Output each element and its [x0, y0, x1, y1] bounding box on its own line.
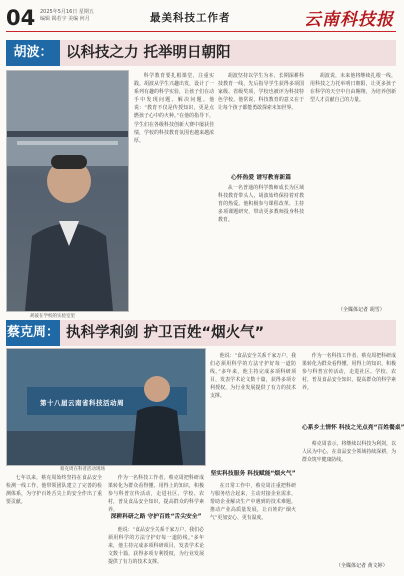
story2-subhead-1: 深耕科研之路 守护百姓“舌尖安全”: [110, 514, 202, 520]
page-number: 04: [6, 6, 36, 30]
story2-subhead-3: 心系乡土情怀 科技之光点亮“百姓餐桌”: [302, 425, 404, 431]
date-line: 2025年5月16日 星期五: [40, 9, 94, 15]
event-illustration: [7, 349, 205, 465]
story2-subhead-2: 坚实科技服务 科技赋能“烟火气”: [210, 471, 296, 477]
story1-photo: [6, 70, 129, 312]
story2-column-4: 作为一名科技工作者，蔡克周把科研成果转化为群众看得懂、用得上的知识，积极参与科普宣传活动，走进社区、学校、农村，普及食品安全知识，提高群众的科学素养。: [302, 353, 396, 392]
story1-author: （全媒体记者 胡雪）: [338, 307, 385, 313]
story2-title: 执科学利剑 护卫百姓“烟火气”: [66, 325, 265, 341]
section-title: 最美科技工作者: [150, 12, 231, 24]
story2-photo: [6, 348, 206, 466]
story1-headline: [6, 40, 396, 66]
story2-headline: [6, 320, 396, 346]
event-sign-text: 第十八届云南省科技活动周: [40, 399, 124, 407]
story2-column-3: 他说：“食品安全关系千家万户，我们必须用科学的方法守护好每一道防线。”多年来，他主持完成多项科研项目，发表学术论文数十篇，获得多项专利授权，为行业发展提供了有力的技术支撑。: [210, 353, 296, 400]
story2-author: （全媒体记者 黄文婷）: [336, 563, 388, 569]
story2-photo-caption: 蔡克周在科普活动现场: [60, 467, 105, 472]
story2-column-2b: 他说：“食品安全关系千家万户，我们必须用科学的方法守护好每一道防线。”多年来，他主持完成多项科研项目，发表学术论文数十篇，获得多项专利授权，为行业发展提供了有力的技术支撑。: [108, 527, 204, 566]
story1-subhead-2: 心怀热爱 谱写教育新篇: [231, 175, 291, 181]
header-rule: [6, 31, 396, 32]
story1-column-3b: 从一名普通的科学教师成长为区域科技教育带头人，胡波始终保持着对教育的热爱。他积极参与课程改革，主持多项课题研究，带动更多教师投身科技教育。: [218, 185, 304, 224]
story1-name-tag: 胡波：: [6, 40, 60, 66]
story1-column-4: 胡波说，未来他将继续扎根一线，用科技之力托举明日朝阳，让更多孩子在科学的天空中自由翱翔，为培养创新型人才贡献自己的力量。: [310, 73, 396, 104]
story1-photo-caption: 胡波在学校的实验室里: [30, 314, 75, 319]
issue-meta: [40, 9, 94, 23]
story2-name-tag: 蔡克周：: [6, 320, 60, 346]
newspaper-logo: 云南科技报: [304, 10, 394, 30]
story1-title: 以科技之力 托举明日朝阳: [66, 45, 231, 61]
story2-column-1: 七年以来，蔡克周始终坚持在食品安全检测一线工作，他带领团队建立了完善的检测体系，为守护百姓舌尖上的安全作出了重要贡献。: [6, 475, 102, 506]
story2-column-4b: 蔡克周表示，将继续以科技为利剑，以人民为中心，在食品安全领域持续深耕，为群众筑牢健康防线。: [302, 441, 396, 464]
story1-column-3: 胡波坚持以学生为本，长期深耕科技教育一线，先后指导学生获得多项国家级、省级奖项，学校也被评为科技特色学校。他常说，科技教育的意义在于让每个孩子都能勇敢探索未知世界。: [218, 73, 304, 112]
page-header: [0, 0, 402, 34]
story2-column-3b: 在日常工作中，蔡克周注重把科研与服务结合起来，主动对接企业需求，帮助企业解决生产中遇到的技术难题，推动产业高质量发展，让百姓的“烟火气”更加安心、更有温度。: [210, 483, 296, 522]
story1-column-2: 科学教育要扎根课堂，注重实践。胡波从学生兴趣出发，设计了一系列有趣的科学实验，让孩子们在动手中发现问题、解决问题。他说：“教育不仅是传授知识，更是点燃孩子心中的火种。”在他的指导下，学生们在各级科技创新大赛中屡获佳绩，学校的科技教育氛围也越来越浓厚。: [134, 73, 214, 144]
story2-column-2: 作为一名科技工作者，蔡克周把科研成果转化为群众看得懂、用得上的知识，积极参与科普宣传活动，走进社区、学校、农村，普及食品安全知识，提高群众的科学素养。: [108, 475, 204, 514]
editor-line: 编辑 揭若宇 美编 何月: [40, 16, 90, 22]
portrait-illustration: [7, 71, 128, 311]
